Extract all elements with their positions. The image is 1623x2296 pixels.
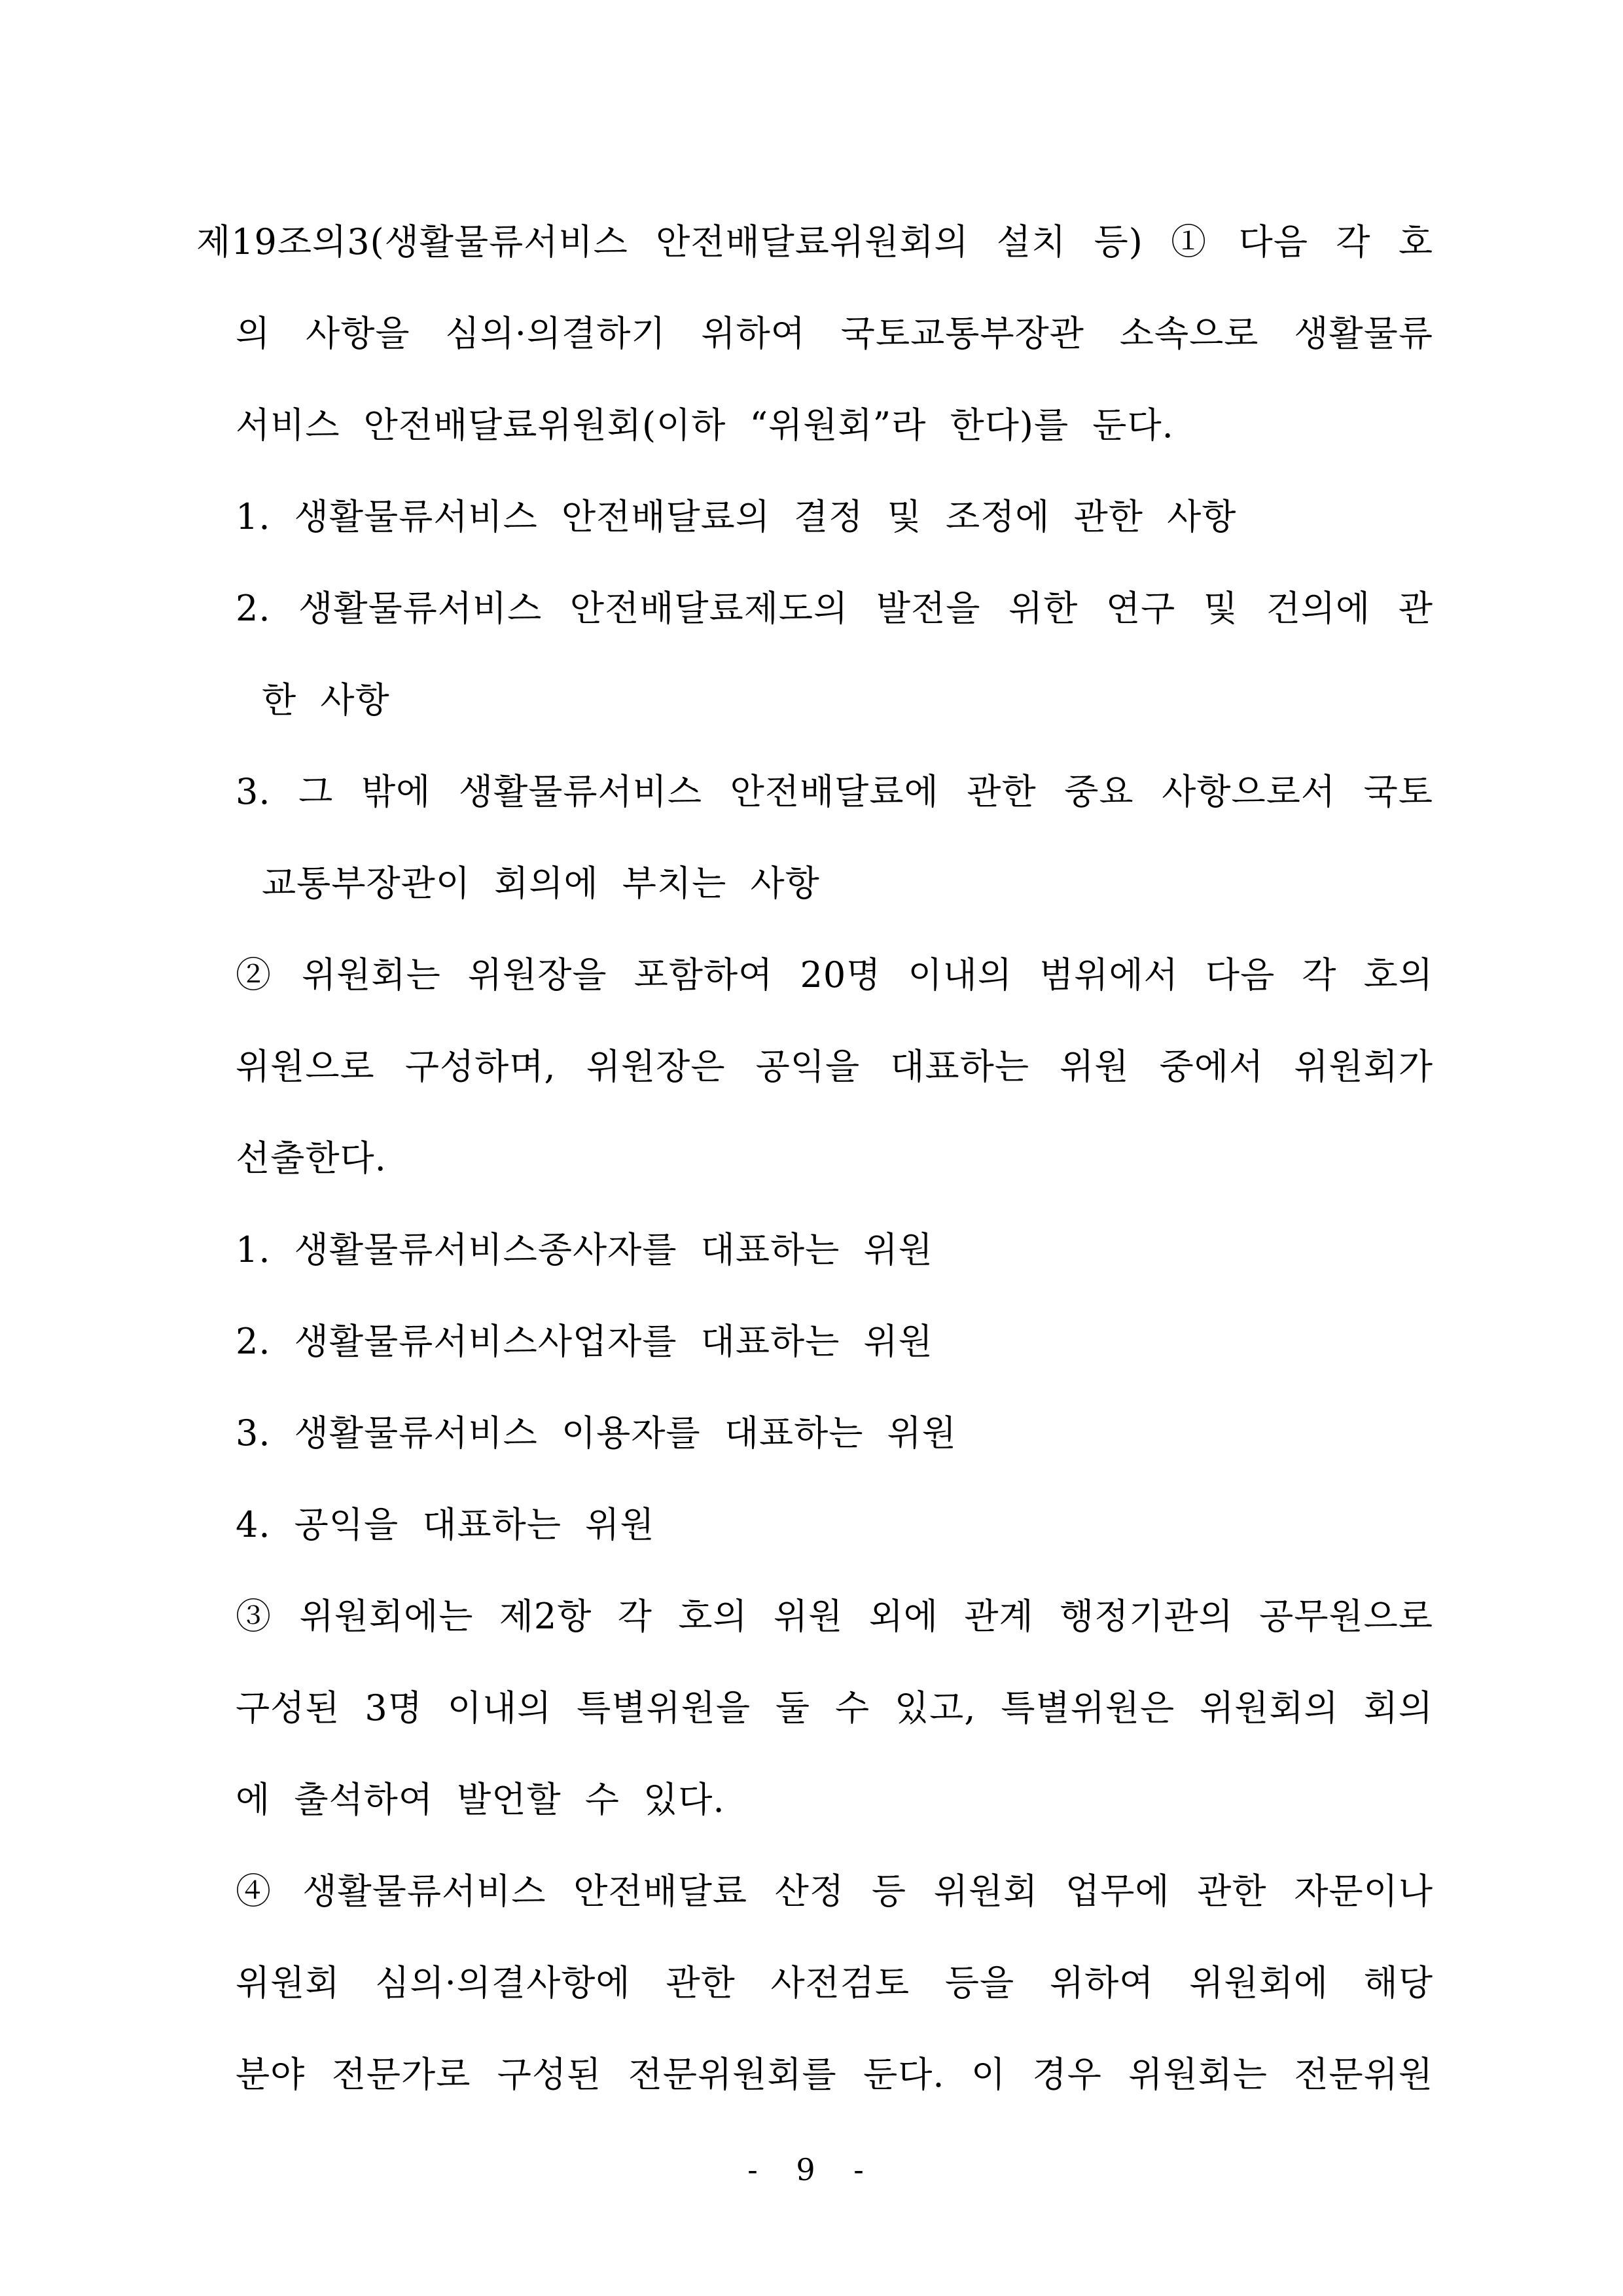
text-line: 제19조의3(생활물류서비스 안전배달료위원회의 설치 등) ① 다음 각 호 — [196, 221, 1433, 262]
text-line: 위원회 심의·의결사항에 관한 사전검토 등을 위하여 위원회에 해당 — [236, 1962, 1433, 2003]
text-line: 서비스 안전배달료위원회(이하 “위원회”라 한다)를 둔다. — [236, 404, 1174, 446]
text-line: 에 출석하여 발언할 수 있다. — [236, 1779, 725, 1820]
article-text — [196, 196, 1433, 2121]
text-line: 1. 생활물류서비스종사자를 대표하는 위원 — [236, 1229, 933, 1270]
text-line: 선출한다. — [236, 1138, 387, 1179]
text-line: 분야 전문가로 구성된 전문위원회를 둔다. 이 경우 위원회는 전문위원 — [236, 2054, 1433, 2095]
text-line: 4. 공익을 대표하는 위원 — [236, 1504, 655, 1545]
text-line: ② 위원회는 위원장을 포함하여 20명 이내의 범위에서 다음 각 호의 — [236, 954, 1433, 996]
text-line: 교통부장관이 회의에 부치는 사항 — [262, 863, 820, 904]
text-line: 2. 생활물류서비스 안전배달료제도의 발전을 위한 연구 및 건의에 관 — [236, 588, 1433, 629]
text-line: 3. 그 밖에 생활물류서비스 안전배달료에 관한 중요 사항으로서 국토 — [236, 771, 1433, 812]
text-line: 구성된 3명 이내의 특별위원을 둘 수 있고, 특별위원은 위원회의 회의 — [236, 1687, 1433, 1729]
text-line: ④ 생활물류서비스 안전배달료 산정 등 위원회 업무에 관한 자문이나 — [236, 1871, 1433, 1912]
text-line: 2. 생활물류서비스사업자를 대표하는 위원 — [236, 1321, 933, 1362]
text-line: 위원으로 구성하며, 위원장은 공익을 대표하는 위원 중에서 위원회가 — [236, 1046, 1433, 1087]
text-line: 한 사항 — [262, 679, 390, 721]
text-line: 1. 생활물류서비스 안전배달료의 결정 및 조정에 관한 사항 — [236, 496, 1237, 537]
text-line: ③ 위원회에는 제2항 각 호의 위원 외에 관계 행정기관의 공무원으로 — [236, 1596, 1433, 1637]
text-line: 의 사항을 심의·의결하기 위하여 국토교통부장관 소속으로 생활물류 — [236, 313, 1433, 354]
page-number: - 9 - — [747, 2152, 876, 2187]
text-line: 3. 생활물류서비스 이용자를 대표하는 위원 — [236, 1412, 957, 1454]
